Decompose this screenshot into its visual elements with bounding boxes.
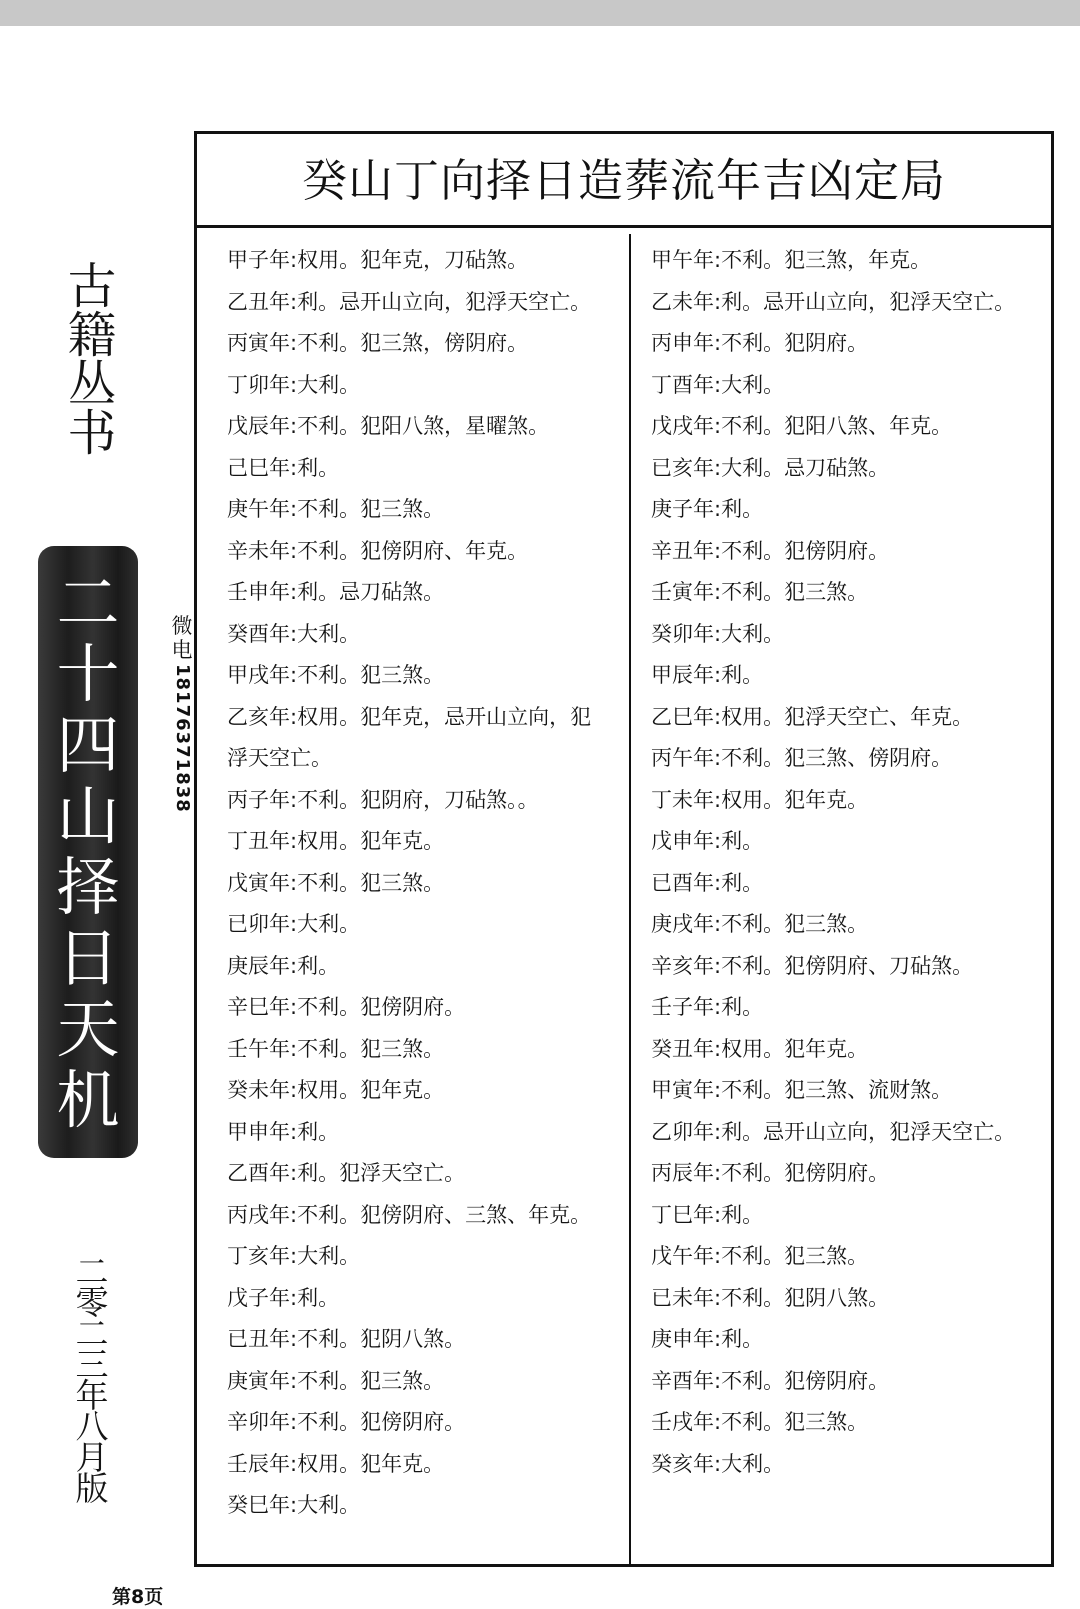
book-title-banner [38,546,138,1158]
top-gray-band [0,0,1080,26]
year-entry: 甲申年:利。 [227,1119,340,1144]
table-title: 癸山丁向择日造葬流年吉凶定局 [197,134,1051,228]
contact-number: 18176371838 [172,664,193,813]
year-entry: 壬子年:利。 [651,995,764,1019]
year-entry: 丁丑年:权用。犯年克。 [227,829,445,853]
year-entry: 乙巳年:权用。犯浮天空亡、年克。 [651,704,974,729]
year-entry: 辛丑年:不利。犯傍阴府。 [651,538,890,563]
year-entry: 乙丑年:利。忌开山立向，犯浮天空亡。 [227,289,592,314]
year-entry: 丁亥年:大利。 [227,1244,361,1268]
series-title: 古籍丛书 [67,258,117,462]
year-entry: 甲子年:权用。犯年克，刀砧煞。 [227,248,529,272]
year-entry: 辛巳年:不利。犯傍阴府。 [227,995,466,1019]
left-column [227,240,627,1527]
year-entry: 癸丑年:权用。犯年克。 [651,1036,869,1061]
year-entry: 庚寅年:不利。犯三煞。 [227,1368,445,1393]
year-entry: 浮天空亡。 [227,746,332,770]
year-entry: 壬戌年:不利。犯三煞。 [651,1410,869,1434]
year-entry: 癸亥年:大利。 [651,1451,785,1476]
year-entry: 辛未年:不利。犯傍阴府、年克。 [227,538,529,563]
year-entry: 甲辰年:利。 [651,663,764,687]
contact-info [170,614,194,813]
year-entry: 庚子年:利。 [651,497,764,521]
year-entry: 丁未年:权用。犯年克。 [651,787,869,812]
year-entry: 癸酉年:大利。 [227,621,361,646]
year-entry: 庚戌年:不利。犯三煞。 [651,912,869,936]
year-entry: 丙午年:不利。犯三煞、傍阴府。 [651,746,953,770]
year-entry: 戊申年:利。 [651,829,764,853]
year-entry: 已酉年:利。 [651,870,764,895]
year-entry: 壬辰年:权用。犯年克。 [227,1451,445,1476]
almanac-table [194,131,1054,1567]
year-entry: 庚申年:利。 [651,1327,764,1351]
year-entry: 癸未年:权用。犯年克。 [227,1078,445,1102]
year-entry: 乙酉年:利。犯浮天空亡。 [227,1161,466,1185]
right-column [651,240,1051,1485]
year-entry: 辛卯年:不利。犯傍阴府。 [227,1410,466,1434]
year-entry: 癸卯年:大利。 [651,621,785,646]
year-entry: 辛亥年:不利。犯傍阴府、刀砧煞。 [651,953,974,978]
year-entry: 丁酉年:大利。 [651,372,785,397]
year-entry: 已未年:不利。犯阴八煞。 [651,1285,890,1310]
year-entry: 乙未年:利。忌开山立向，犯浮天空亡。 [651,289,1016,314]
year-entry: 壬寅年:不利。犯三煞。 [651,580,869,604]
year-entry: 丙戌年:不利。犯傍阴府、三煞、年克。 [227,1202,592,1227]
page-number: 第8页 [112,1586,164,1608]
year-entry: 丙申年:不利。犯阴府。 [651,331,869,355]
year-entry: 癸巳年:大利。 [227,1493,361,1517]
year-entry: 戊寅年:不利。犯三煞。 [227,870,445,895]
year-entry: 乙亥年:权用。犯年克，忌开山立向，犯 [227,704,592,729]
year-entry: 甲戌年:不利。犯三煞。 [227,663,445,687]
year-entry: 戊戌年:不利。犯阳八煞、年克。 [651,414,953,438]
column-divider [629,234,631,1564]
year-entry: 丙辰年:不利。犯傍阴府。 [651,1161,890,1185]
year-entry: 乙卯年:利。忌开山立向，犯浮天空亡。 [651,1119,1016,1144]
year-entry: 己巳年:利。 [227,455,340,480]
year-entry: 戊子年:利。 [227,1285,340,1310]
year-entry: 戊辰年:不利。犯阳八煞，星曜煞。 [227,414,550,438]
year-entry: 庚午年:不利。犯三煞。 [227,497,445,521]
edition-date: 二零二三年八月版 [75,1252,109,1508]
year-entry: 戊午年:不利。犯三煞。 [651,1244,869,1268]
year-entry: 辛酉年:不利。犯傍阴府。 [651,1368,890,1393]
year-entry: 丙寅年:不利。犯三煞，傍阴府。 [227,331,529,355]
year-entry: 丙子年:不利。犯阴府，刀砧煞。。 [227,787,539,812]
year-entry: 丁巳年:利。 [651,1202,764,1227]
year-entry: 壬申年:利。忌刀砧煞。 [227,580,445,604]
year-entry: 已卯年:大利。 [227,912,361,936]
contact-label: 微电 [171,614,193,662]
year-entry: 庚辰年:利。 [227,953,340,978]
year-entry: 已亥年:大利。忌刀砧煞。 [651,455,890,480]
year-entry: 甲午年:不利。犯三煞，年克。 [651,248,932,272]
book-title: 二十四山择日天机 [56,567,120,1137]
year-entry: 丁卯年:大利。 [227,372,361,397]
year-entry: 壬午年:不利。犯三煞。 [227,1036,445,1061]
year-entry: 已丑年:不利。犯阴八煞。 [227,1327,466,1351]
year-entry: 甲寅年:不利。犯三煞、流财煞。 [651,1078,953,1102]
